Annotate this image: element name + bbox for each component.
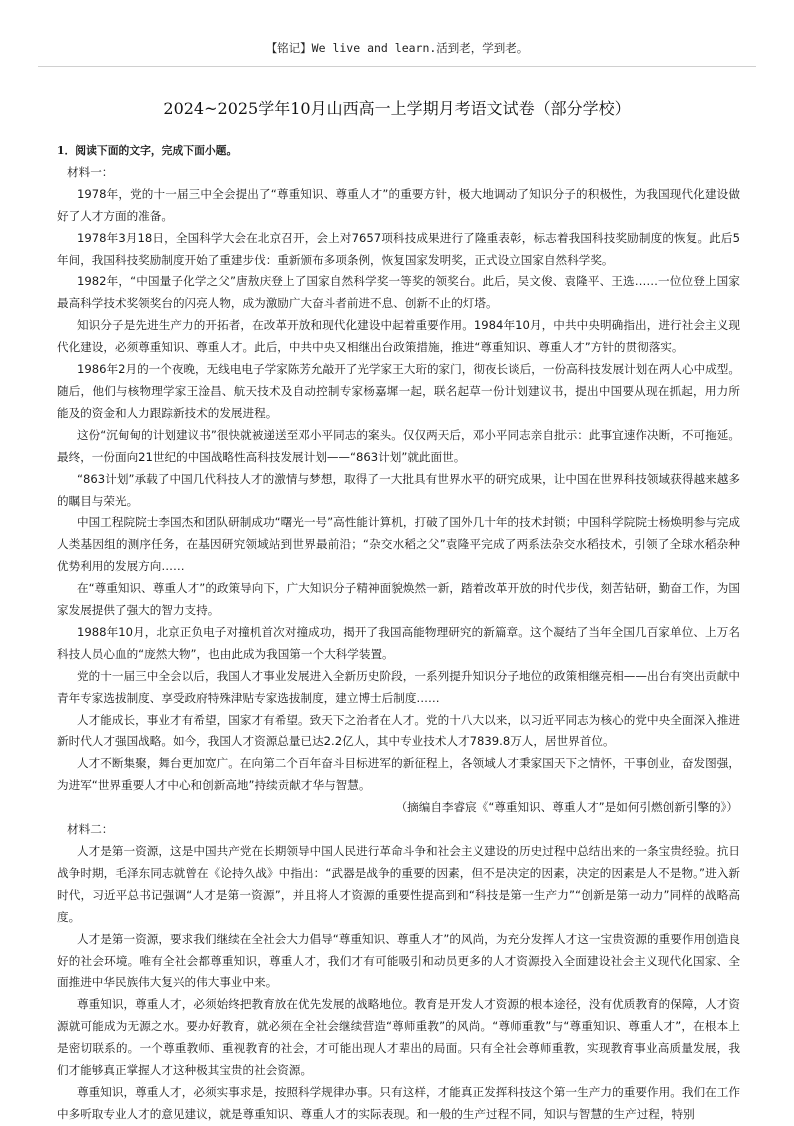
- document-body: [57, 140, 740, 1126]
- material-two-paragraph: 尊重知识，尊重人才，必须始终把教育放在优先发展的战略地位。教育是开发人才资源的根本途径，没有优质教育的保障，人才资源就可能成为无源之水。要办好教育，就必须在全社会继续营造“尊师重教”的风尚。“尊师重教”与“尊重知识、尊重人才”，在根本上是密切联系的。一个尊重教师、重视教育的社会，才可能出现人才辈出的局面。只有全社会尊师重教，实现教育事业高质量发展，我们才能够真正掌握人才这种极其宝贵的社会资源。: [57, 997, 740, 1078]
- material-one-label: 材料一：: [67, 164, 114, 179]
- material-two-paragraph: 人才是第一资源，这是中国共产党在长期领导中国人民进行革命斗争和社会主义建设的历史过程中总结出来的一条宝贵经验。抗日战争时期，毛泽东同志就曾在《论持久战》中指出：“武器是战争的重要的因素，但不是决定的因素，决定的因素是人不是物。”进入新时代，习近平总书记强调“人才是第一资源”，并且将人才资源的重要性提高到和“科技是第一生产力”“创新是第一动力”同样的战略高度。: [57, 844, 740, 924]
- question-prompt: 1．阅读下面的文字，完成下面小题。: [57, 144, 238, 157]
- material-two-paragraph: 尊重知识，尊重人才，必须实事求是，按照科学规律办事。只有这样，才能真正发挥科技这个第一生产力的重要作用。我们在工作中多听取专业人才的意见建议，就是尊重知识、尊重人才的实际表现。和一般的生产过程不同，知识与智慧的生产过程，特别: [57, 1084, 740, 1121]
- material-one-source: （摘编自李睿宸《“尊重知识、尊重人才”是如何引燃创新引擎的》）: [395, 800, 738, 815]
- material-one-paragraph: 知识分子是先进生产力的开拓者，在改革开放和现代化建设中起着重要作用。1984年10月，中共中央明确指出，进行社会主义现代化建设，必须尊重知识、尊重人才。此后，中共中央又相继出台政策措施，推进“尊重知识、尊重人才”方针的贯彻落实。: [57, 318, 740, 355]
- material-one-paragraph: 人才能成长，事业才有希望，国家才有希望。致天下之治者在人才。党的十八大以来，以习近平同志为核心的党中央全面深入推进新时代人才强国战略。如今，我国人才资源总量已达2.2亿人，其中专业技术人才7839.8万人，居世界首位。: [57, 712, 740, 749]
- material-two-label: 材料二：: [67, 822, 114, 837]
- material-one-paragraph: 这份“沉甸甸的计划建议书”很快就被递送至邓小平同志的案头。仅仅两天后，邓小平同志亲自批示：此事宜速作决断，不可拖延。最终，一份面向21世纪的中国战略性高科技发展计划——“863计划”就此面世。: [57, 427, 740, 464]
- header-motto: 【铭记】We live and learn.活到老，学到老。: [265, 41, 529, 55]
- material-two-paragraph: 人才是第一资源，要求我们继续在全社会大力倡导“尊重知识、尊重人才”的风尚，为充分发挥人才这一宝贵资源的重要作用创造良好的社会环境。唯有全社会都尊重知识，尊重人才，我们才有可能吸引和动员更多的人才资源投入全面建设社会主义现代化国家、全面推进中华民族伟大复兴的伟大事业中来。: [57, 931, 740, 990]
- material-one-paragraph: 1982年，“中国量子化学之父”唐敖庆登上了国家自然科学奖一等奖的领奖台。此后，吴文俊、袁隆平、王选……一位位登上国家最高科学技术奖领奖台的闪亮人物，成为激励广大奋斗者前进不息、创新不止的灯塔。: [57, 274, 740, 311]
- material-one-paragraph: 1978年3月18日，全国科学大会在北京召开，会上对7657项科技成果进行了隆重表彰，标志着我国科技奖励制度的恢复。此后5年间，我国科技奖励制度开始了重建步伐：重新颁布多项条例，恢复国家发明奖，正式设立国家自然科学奖。: [57, 230, 740, 267]
- header-divider: [38, 66, 756, 67]
- material-one-paragraph: 人才不断集聚，舞台更加宽广。在向第二个百年奋斗目标进军的新征程上，各领域人才秉家国天下之情怀，干事创业，奋发图强，为进军“世界重要人才中心和创新高地”持续贡献才华与智慧。: [57, 756, 740, 793]
- material-one-paragraph: 1986年2月的一个夜晚，无线电电子学家陈芳允敲开了光学家王大珩的家门，彻夜长谈后，一份高科技发展计划在两人心中成型。随后，他们与核物理学家王淦昌、航天技术及自动控制专家杨嘉墀一起，联名起草一份计划建议书，提出中国要从现在抓起，用力所能及的资金和人力跟踪新技术的发展进程。: [57, 362, 740, 420]
- material-one-paragraph: 1988年10月，北京正负电子对撞机首次对撞成功，揭开了我国高能物理研究的新篇章。这个凝结了当年全国几百家单位、上万名科技人员心血的“庞然大物”，也由此成为我国第一个大科学装置。: [57, 624, 740, 661]
- material-one-paragraph: 在“尊重知识、尊重人才”的政策导向下，广大知识分子精神面貌焕然一新，踏着改革开放的时代步伐，刻苦钻研，勤奋工作，为国家发展提供了强大的智力支持。: [57, 581, 740, 618]
- material-one-paragraph: 党的十一届三中全会以后，我国人才事业发展进入全新历史阶段，一系列提升知识分子地位的政策相继亮相——出台有突出贡献中青年专家选拔制度、享受政府特殊津贴专家选拔制度，建立博士后制度……: [57, 668, 740, 705]
- material-one-paragraph: 中国工程院院士李国杰和团队研制成功“曙光一号”高性能计算机，打破了国外几十年的技术封锁；中国科学院院士杨焕明参与完成人类基因组的测序任务，在基因研究领域站到世界最前沿；“杂交水稻之父”袁隆平完成了两系法杂交水稻技术，引领了全球水稻杂种优势利用的发展方向……: [57, 515, 740, 574]
- material-one-paragraph: 1978年，党的十一届三中全会提出了“尊重知识、尊重人才”的重要方针，极大地调动了知识分子的积极性，为我国现代化建设做好了人才方面的准备。: [57, 186, 740, 223]
- document-title: 2024~2025学年10月山西高一上学期月考语文试卷（部分学校）: [163, 99, 631, 118]
- material-one-paragraph: “863计划”承载了中国几代科技人才的激情与梦想，取得了一大批具有世界水平的研究成果，让中国在世界科技领域获得越来越多的瞩目与荣光。: [57, 471, 740, 508]
